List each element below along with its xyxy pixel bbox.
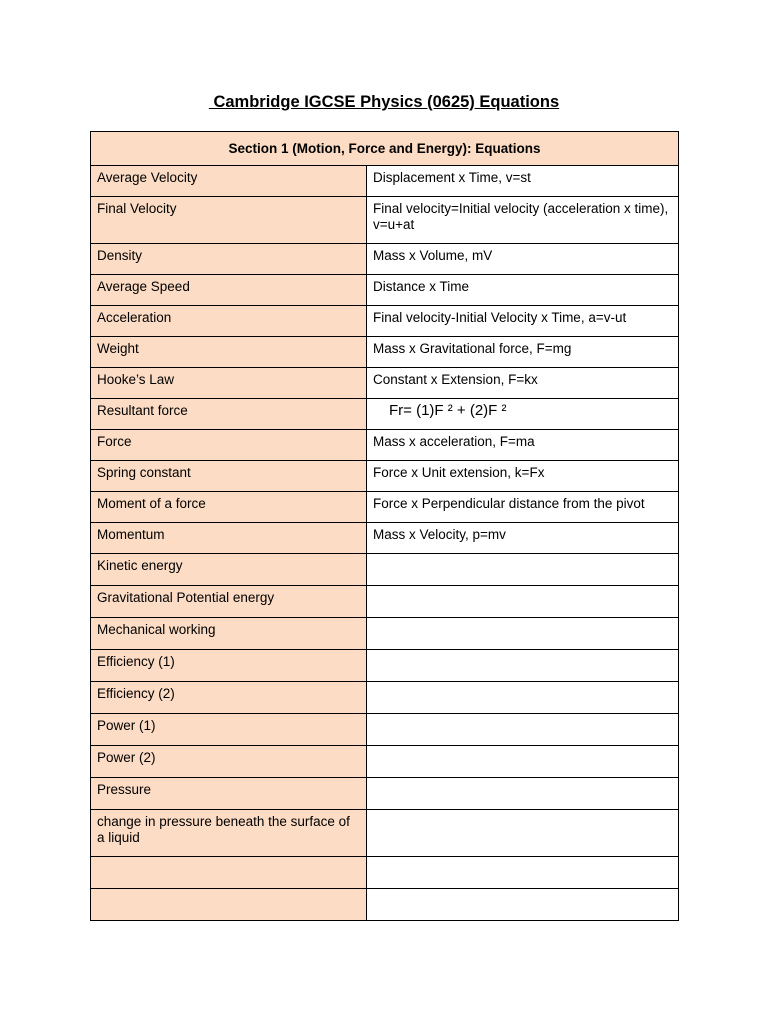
table-row (91, 166, 679, 197)
equation-cell: Mass x Velocity, p=mv (367, 523, 679, 554)
table-row (91, 523, 679, 554)
table-row (91, 714, 679, 746)
equation-cell (367, 889, 679, 921)
quantity-cell: Density (91, 244, 367, 275)
table-row (91, 197, 679, 244)
quantity-cell: Mechanical working (91, 618, 367, 650)
table-row (91, 682, 679, 714)
table-row (91, 889, 679, 921)
equation-cell (367, 810, 679, 857)
quantity-cell: Moment of a force (91, 492, 367, 523)
equation-cell: Displacement x Time, v=st (367, 166, 679, 197)
quantity-cell: Acceleration (91, 306, 367, 337)
quantity-cell: Resultant force (91, 399, 367, 430)
equation-cell (367, 714, 679, 746)
quantity-cell: Power (1) (91, 714, 367, 746)
quantity-cell: Kinetic energy (91, 554, 367, 586)
quantity-cell: Pressure (91, 778, 367, 810)
equation-cell (367, 586, 679, 618)
equations-body (91, 166, 679, 921)
quantity-cell: Final Velocity (91, 197, 367, 244)
quantity-cell: Average Velocity (91, 166, 367, 197)
quantity-cell (91, 857, 367, 889)
quantity-cell: Force (91, 430, 367, 461)
table-row (91, 337, 679, 368)
table-row (91, 746, 679, 778)
section-header: Section 1 (Motion, Force and Energy): Equations (91, 132, 679, 166)
table-row (91, 461, 679, 492)
table-row (91, 586, 679, 618)
table-row (91, 368, 679, 399)
table-row (91, 244, 679, 275)
quantity-cell: Weight (91, 337, 367, 368)
quantity-cell: Gravitational Potential energy (91, 586, 367, 618)
equation-cell (367, 857, 679, 889)
table-row (91, 275, 679, 306)
equation-cell: Fr= (1)F ² + (2)F ² (367, 399, 679, 430)
table-row (91, 857, 679, 889)
table-row (91, 306, 679, 337)
table-row (91, 430, 679, 461)
equation-cell (367, 618, 679, 650)
equation-cell: Final velocity-Initial Velocity x Time, a=v-ut (367, 306, 679, 337)
equation-cell: Mass x Volume, mV (367, 244, 679, 275)
table-row (91, 554, 679, 586)
equation-cell (367, 650, 679, 682)
equation-cell: Distance x Time (367, 275, 679, 306)
equations-table (90, 131, 679, 921)
equation-cell: Constant x Extension, F=kx (367, 368, 679, 399)
table-row (91, 778, 679, 810)
table-row (91, 399, 679, 430)
quantity-cell: change in pressure beneath the surface of a liquid (91, 810, 367, 857)
equation-cell: Final velocity=Initial velocity (acceleration x time), v=u+at (367, 197, 679, 244)
equation-cell (367, 682, 679, 714)
quantity-cell (91, 889, 367, 921)
equation-cell: Mass x Gravitational force, F=mg (367, 337, 679, 368)
document-title: Cambridge IGCSE Physics (0625) Equations (208, 93, 560, 111)
equation-cell (367, 746, 679, 778)
quantity-cell: Spring constant (91, 461, 367, 492)
equation-cell: Force x Unit extension, k=Fx (367, 461, 679, 492)
table-row (91, 618, 679, 650)
quantity-cell: Efficiency (2) (91, 682, 367, 714)
quantity-cell: Power (2) (91, 746, 367, 778)
equation-cell (367, 778, 679, 810)
equation-cell: Mass x acceleration, F=ma (367, 430, 679, 461)
table-row (91, 810, 679, 857)
quantity-cell: Momentum (91, 523, 367, 554)
table-row (91, 492, 679, 523)
quantity-cell: Hooke’s Law (91, 368, 367, 399)
quantity-cell: Efficiency (1) (91, 650, 367, 682)
equation-cell (367, 554, 679, 586)
section-header-row (91, 132, 679, 166)
table-row (91, 650, 679, 682)
quantity-cell: Average Speed (91, 275, 367, 306)
equation-cell: Force x Perpendicular distance from the pivot (367, 492, 679, 523)
